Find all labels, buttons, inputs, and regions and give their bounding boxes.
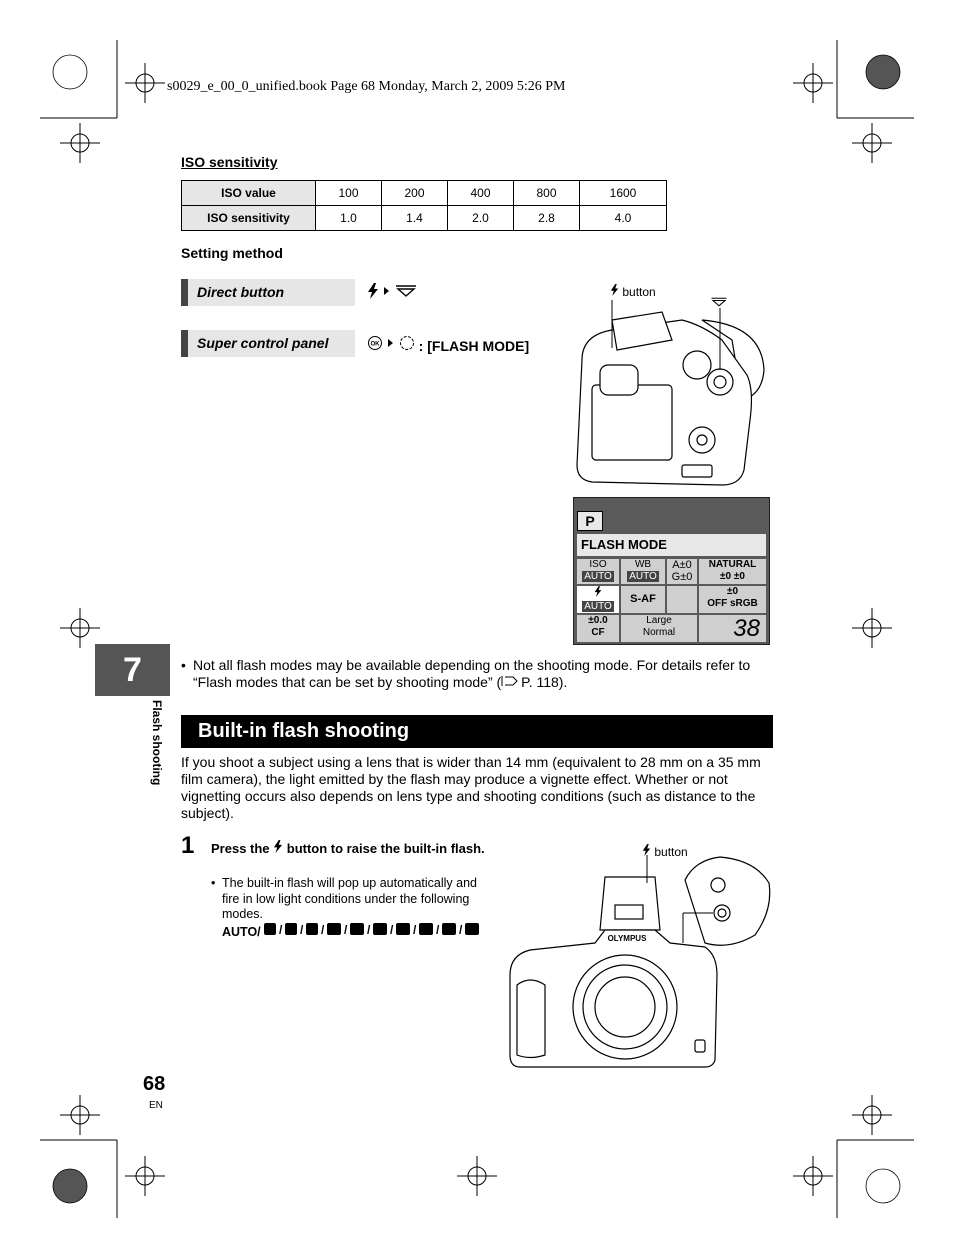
step-bullet bbox=[211, 876, 497, 923]
svg-text:OK: OK bbox=[370, 341, 380, 348]
super-control-desc bbox=[367, 335, 529, 354]
note-text bbox=[181, 657, 776, 691]
lcd-off-label: OFF bbox=[707, 598, 728, 609]
lcd-exposure bbox=[577, 615, 619, 642]
chapter-side-text: Flash shooting bbox=[150, 700, 164, 786]
setting-method-title: Setting method bbox=[181, 245, 283, 261]
button-label: button bbox=[622, 285, 656, 299]
modes-prefix: AUTO/ bbox=[222, 925, 261, 939]
flash-icon bbox=[367, 283, 379, 299]
iso-sensitivity-header: ISO sensitivity bbox=[182, 206, 316, 231]
bullet: • bbox=[211, 876, 216, 890]
table-cell: 1600 bbox=[580, 181, 667, 206]
lcd-exp-comp: ±0.0 bbox=[588, 615, 608, 626]
camera-back-illustration bbox=[572, 300, 772, 490]
lcd-wb bbox=[621, 559, 665, 584]
step-text-b: button to raise the built-in flash. bbox=[283, 841, 485, 856]
ok-button-icon bbox=[367, 335, 383, 351]
super-control-panel-screen bbox=[573, 497, 770, 645]
svg-text:/: / bbox=[300, 923, 304, 936]
bullet: • bbox=[181, 657, 186, 673]
mode-indicator: P bbox=[577, 511, 603, 531]
table-row bbox=[182, 181, 667, 206]
lcd-wb-value: AUTO bbox=[629, 571, 657, 582]
table-cell: 1.4 bbox=[382, 206, 448, 231]
dial-icon bbox=[395, 283, 417, 299]
lcd-af-mode: S-AF bbox=[621, 586, 665, 613]
lcd-contrast: ±0 bbox=[733, 571, 745, 582]
step-bullet-text: The built-in flash will pop up automatically and fire in low light conditions under the following modes. bbox=[222, 876, 477, 921]
lcd-heading: FLASH MODE bbox=[577, 534, 766, 556]
table-cell: 1.0 bbox=[316, 206, 382, 231]
svg-text:/: / bbox=[321, 923, 325, 936]
lcd-iso-label: ISO bbox=[589, 559, 607, 570]
lcd-saturation: ±0 bbox=[726, 586, 739, 597]
builtin-flash-banner: Built-in flash shooting bbox=[181, 715, 773, 748]
lcd-card: CF bbox=[591, 627, 605, 638]
lcd-shots-remaining: 38 bbox=[699, 615, 766, 642]
table-cell: 800 bbox=[514, 181, 580, 206]
camera-front-illustration bbox=[505, 855, 775, 1070]
lcd-picture-mode bbox=[699, 559, 766, 584]
file-header: s0029_e_00_0_unified.book Page 68 Monday, March 2, 2009 5:26 PM bbox=[167, 79, 566, 94]
lcd-quality-compression: Normal bbox=[642, 627, 676, 638]
table-cell: 400 bbox=[448, 181, 514, 206]
lcd-sharpness: ±0 bbox=[720, 571, 732, 582]
table-cell: 2.8 bbox=[514, 206, 580, 231]
iso-table bbox=[181, 180, 667, 231]
table-row bbox=[182, 206, 667, 231]
lcd-flash-value: AUTO bbox=[584, 601, 612, 612]
iso-value-header: ISO value bbox=[182, 181, 316, 206]
shooting-modes bbox=[222, 922, 494, 939]
lcd-iso-value: AUTO bbox=[584, 571, 612, 582]
flash-icon bbox=[594, 586, 602, 597]
lcd-flash-mode bbox=[577, 586, 619, 613]
reference-icon bbox=[501, 675, 521, 687]
lcd-metering bbox=[667, 586, 697, 613]
chapter-tab: 7 bbox=[95, 644, 170, 696]
lcd-picture-mode-value: NATURAL bbox=[708, 559, 757, 570]
button-label: button bbox=[654, 845, 688, 859]
note-text-2: P. 118). bbox=[521, 674, 568, 690]
page-number: 68 bbox=[143, 1073, 166, 1095]
step-text-a: Press the bbox=[211, 841, 274, 856]
note-paragraph bbox=[181, 657, 776, 691]
step-instruction bbox=[211, 840, 493, 857]
arrow-pad-icon bbox=[399, 335, 415, 351]
direct-button-tag: Direct button bbox=[181, 279, 355, 306]
builtin-flash-body: If you shoot a subject using a lens that is wider than 14 mm (equivalent to 28 mm on a 35 mm film camera), the light emitted by the flash may produce a vignette effect. Whether or not vignetting occurs also depends on lens type and shooting conditions (such as distance to the subject). bbox=[181, 754, 761, 821]
flash-icon bbox=[273, 840, 283, 853]
lcd-settings-block bbox=[699, 586, 766, 613]
iso-section-title: ISO sensitivity bbox=[181, 154, 278, 170]
super-control-value: : [FLASH MODE] bbox=[418, 338, 530, 354]
super-control-tag: Super control panel bbox=[181, 330, 355, 357]
camera-top-label bbox=[610, 284, 656, 299]
table-cell: 4.0 bbox=[580, 206, 667, 231]
arrow-right-icon bbox=[387, 335, 395, 351]
note-text-1: Not all flash modes may be available depending on the shooting mode. For details refer to “Flash modes that can be set by shooting mode” ( bbox=[193, 657, 751, 690]
svg-text:/: / bbox=[436, 923, 440, 936]
lcd-wb-adjust bbox=[667, 559, 697, 584]
table-cell: 200 bbox=[382, 181, 448, 206]
svg-text:/: / bbox=[279, 923, 283, 936]
svg-text:/: / bbox=[344, 923, 348, 936]
direct-button-desc bbox=[367, 283, 417, 302]
lcd-quality bbox=[621, 615, 697, 642]
svg-text:/: / bbox=[413, 923, 417, 936]
flash-icon bbox=[610, 284, 619, 296]
lcd-wb-a: A±0 bbox=[672, 559, 692, 571]
language-code: EN bbox=[149, 1100, 163, 1111]
scene-mode-icons bbox=[264, 922, 494, 936]
arrow-right-icon bbox=[383, 283, 391, 299]
brand-logo: OLYMPUS bbox=[607, 934, 647, 943]
svg-text:/: / bbox=[367, 923, 371, 936]
table-cell: 2.0 bbox=[448, 206, 514, 231]
lcd-color-space: sRGB bbox=[729, 598, 758, 609]
svg-text:/: / bbox=[459, 923, 463, 936]
table-cell: 100 bbox=[316, 181, 382, 206]
svg-text:/: / bbox=[390, 923, 394, 936]
lcd-quality-size: Large bbox=[646, 615, 672, 626]
lcd-iso bbox=[577, 559, 619, 584]
lcd-wb-label: WB bbox=[634, 559, 652, 570]
step-number: 1 bbox=[181, 832, 195, 859]
lcd-wb-g: G±0 bbox=[671, 571, 693, 583]
